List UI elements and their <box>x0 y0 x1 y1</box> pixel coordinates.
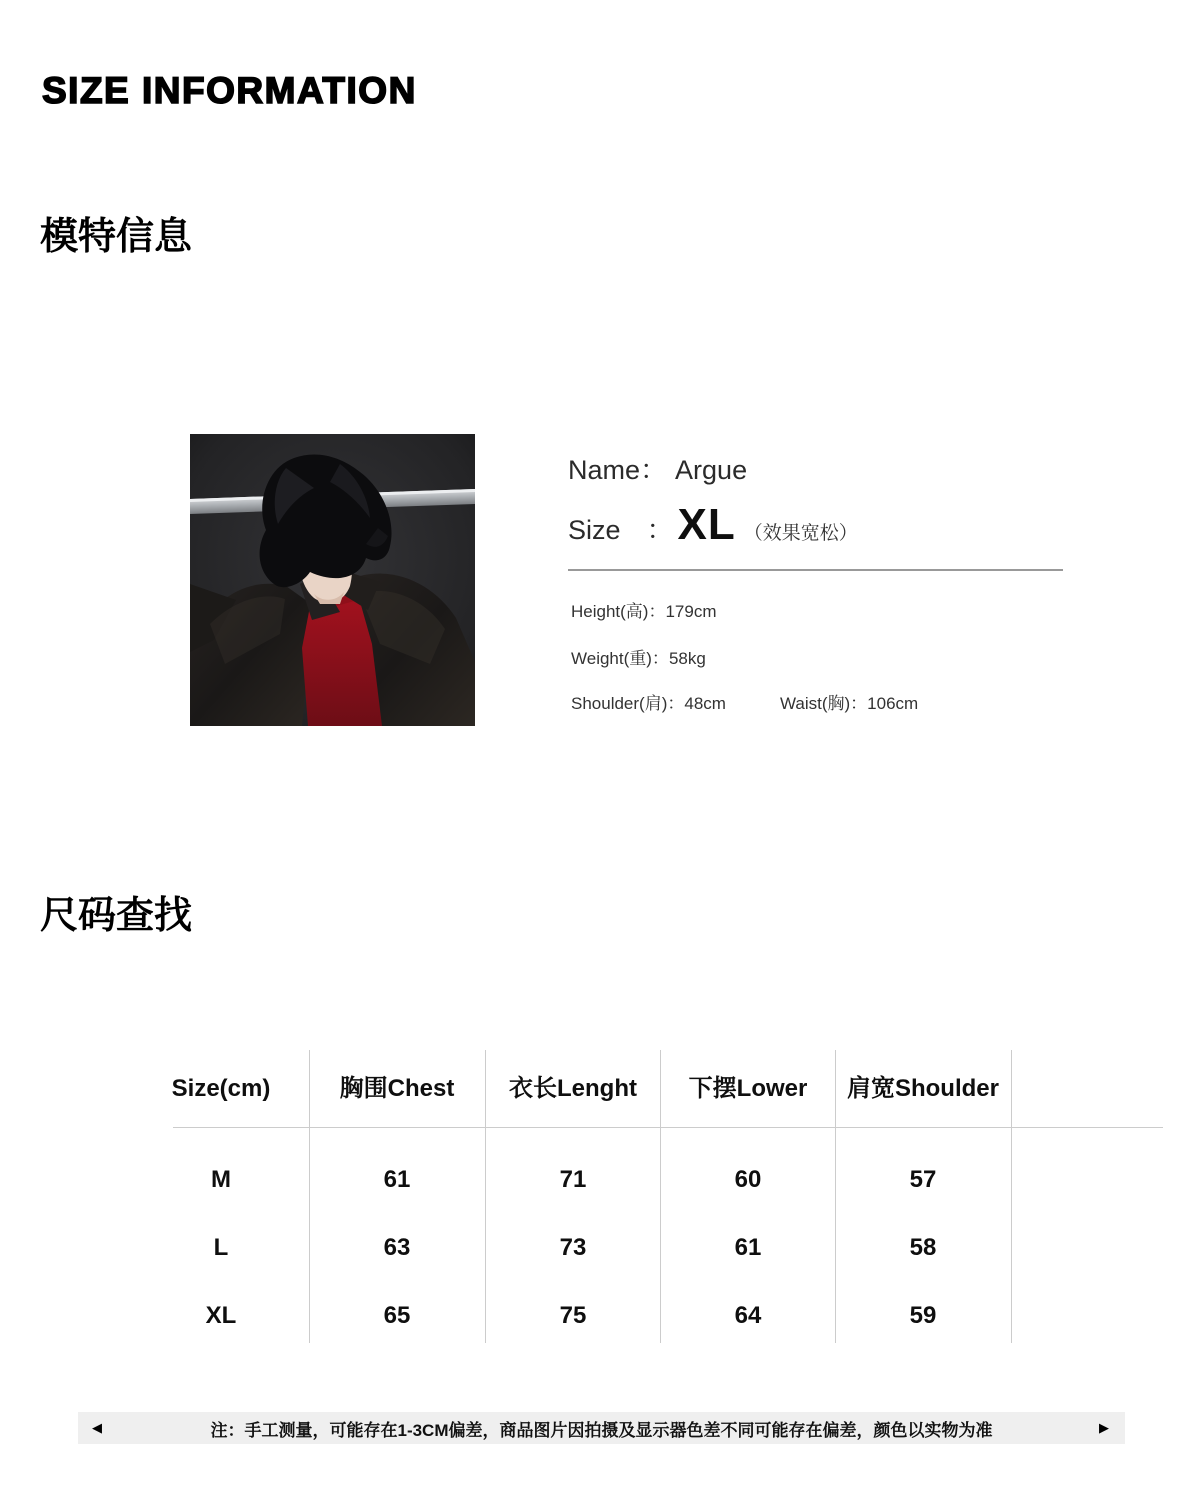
table-header-size: Size(cm) <box>171 1075 271 1102</box>
table-row-xl-size: XL <box>205 1302 237 1329</box>
table-row-xl-length: 75 <box>559 1302 587 1329</box>
table-row-m-size: M <box>211 1166 231 1193</box>
model-size-value: XL <box>677 500 736 549</box>
table-row-l-lower: 61 <box>734 1234 762 1261</box>
model-shoulder-label: Shoulder(肩)： <box>571 694 685 713</box>
model-size-line <box>568 500 858 550</box>
model-size-label: Size <box>568 515 621 545</box>
model-weight-label: Weight(重)： <box>571 649 669 668</box>
table-row-l-shoulder: 58 <box>909 1234 937 1261</box>
model-size-colon: ： <box>646 515 674 545</box>
table-row-xl-shoulder: 59 <box>909 1302 937 1329</box>
model-height-label: Height(高)： <box>571 602 666 621</box>
table-row-m-lower: 60 <box>734 1166 762 1193</box>
table-row-l-chest: 63 <box>383 1234 411 1261</box>
model-waist-label: Waist(胸)： <box>779 694 868 713</box>
table-header-length: 衣长Lenght <box>509 1075 637 1102</box>
model-name-line <box>568 448 747 487</box>
model-shoulder-value: 48cm <box>684 694 726 713</box>
model-name-value: Argue <box>675 455 748 485</box>
table-row-m-chest: 61 <box>383 1166 411 1193</box>
footer-note-bar <box>78 1412 1125 1444</box>
table-header-underline <box>173 1127 1163 1128</box>
size-divider-line <box>568 569 1063 571</box>
next-arrow-icon[interactable]: ▶ <box>1099 1420 1109 1435</box>
measurement-note: 注：手工测量，可能存在1-3CM偏差，商品图片因拍摄及显示器色差不同可能存在偏差，颜色以实物为准 <box>210 1420 993 1440</box>
table-row-l-size: L <box>213 1234 229 1261</box>
model-name-label: Name： <box>568 455 668 485</box>
model-height <box>571 597 717 622</box>
table-row-l-length: 73 <box>559 1234 587 1261</box>
page-title: SIZE INFORMATION <box>42 70 417 111</box>
table-row-xl-chest: 65 <box>383 1302 411 1329</box>
table-header-lower: 下摆Lower <box>688 1075 808 1102</box>
table-row-m-shoulder: 57 <box>909 1166 937 1193</box>
table-row-m-length: 71 <box>559 1166 587 1193</box>
model-waist-value: 106cm <box>867 694 919 713</box>
size-lookup-heading: 尺码查找 <box>40 895 193 937</box>
model-photo <box>190 434 475 726</box>
table-header-shoulder: 肩宽Shoulder <box>846 1075 999 1102</box>
model-info-heading: 模特信息 <box>40 216 193 258</box>
table-header-chest: 胸围Chest <box>339 1075 455 1102</box>
model-shoulder-waist <box>571 689 918 714</box>
table-row-xl-lower: 64 <box>734 1302 762 1329</box>
model-height-value: 179cm <box>665 602 717 621</box>
model-weight <box>571 644 706 669</box>
model-weight-value: 58kg <box>668 649 706 668</box>
model-size-note: （效果宽松） <box>743 523 858 544</box>
table-divider <box>1011 1050 1012 1343</box>
prev-arrow-icon[interactable]: ◀ <box>92 1420 102 1435</box>
